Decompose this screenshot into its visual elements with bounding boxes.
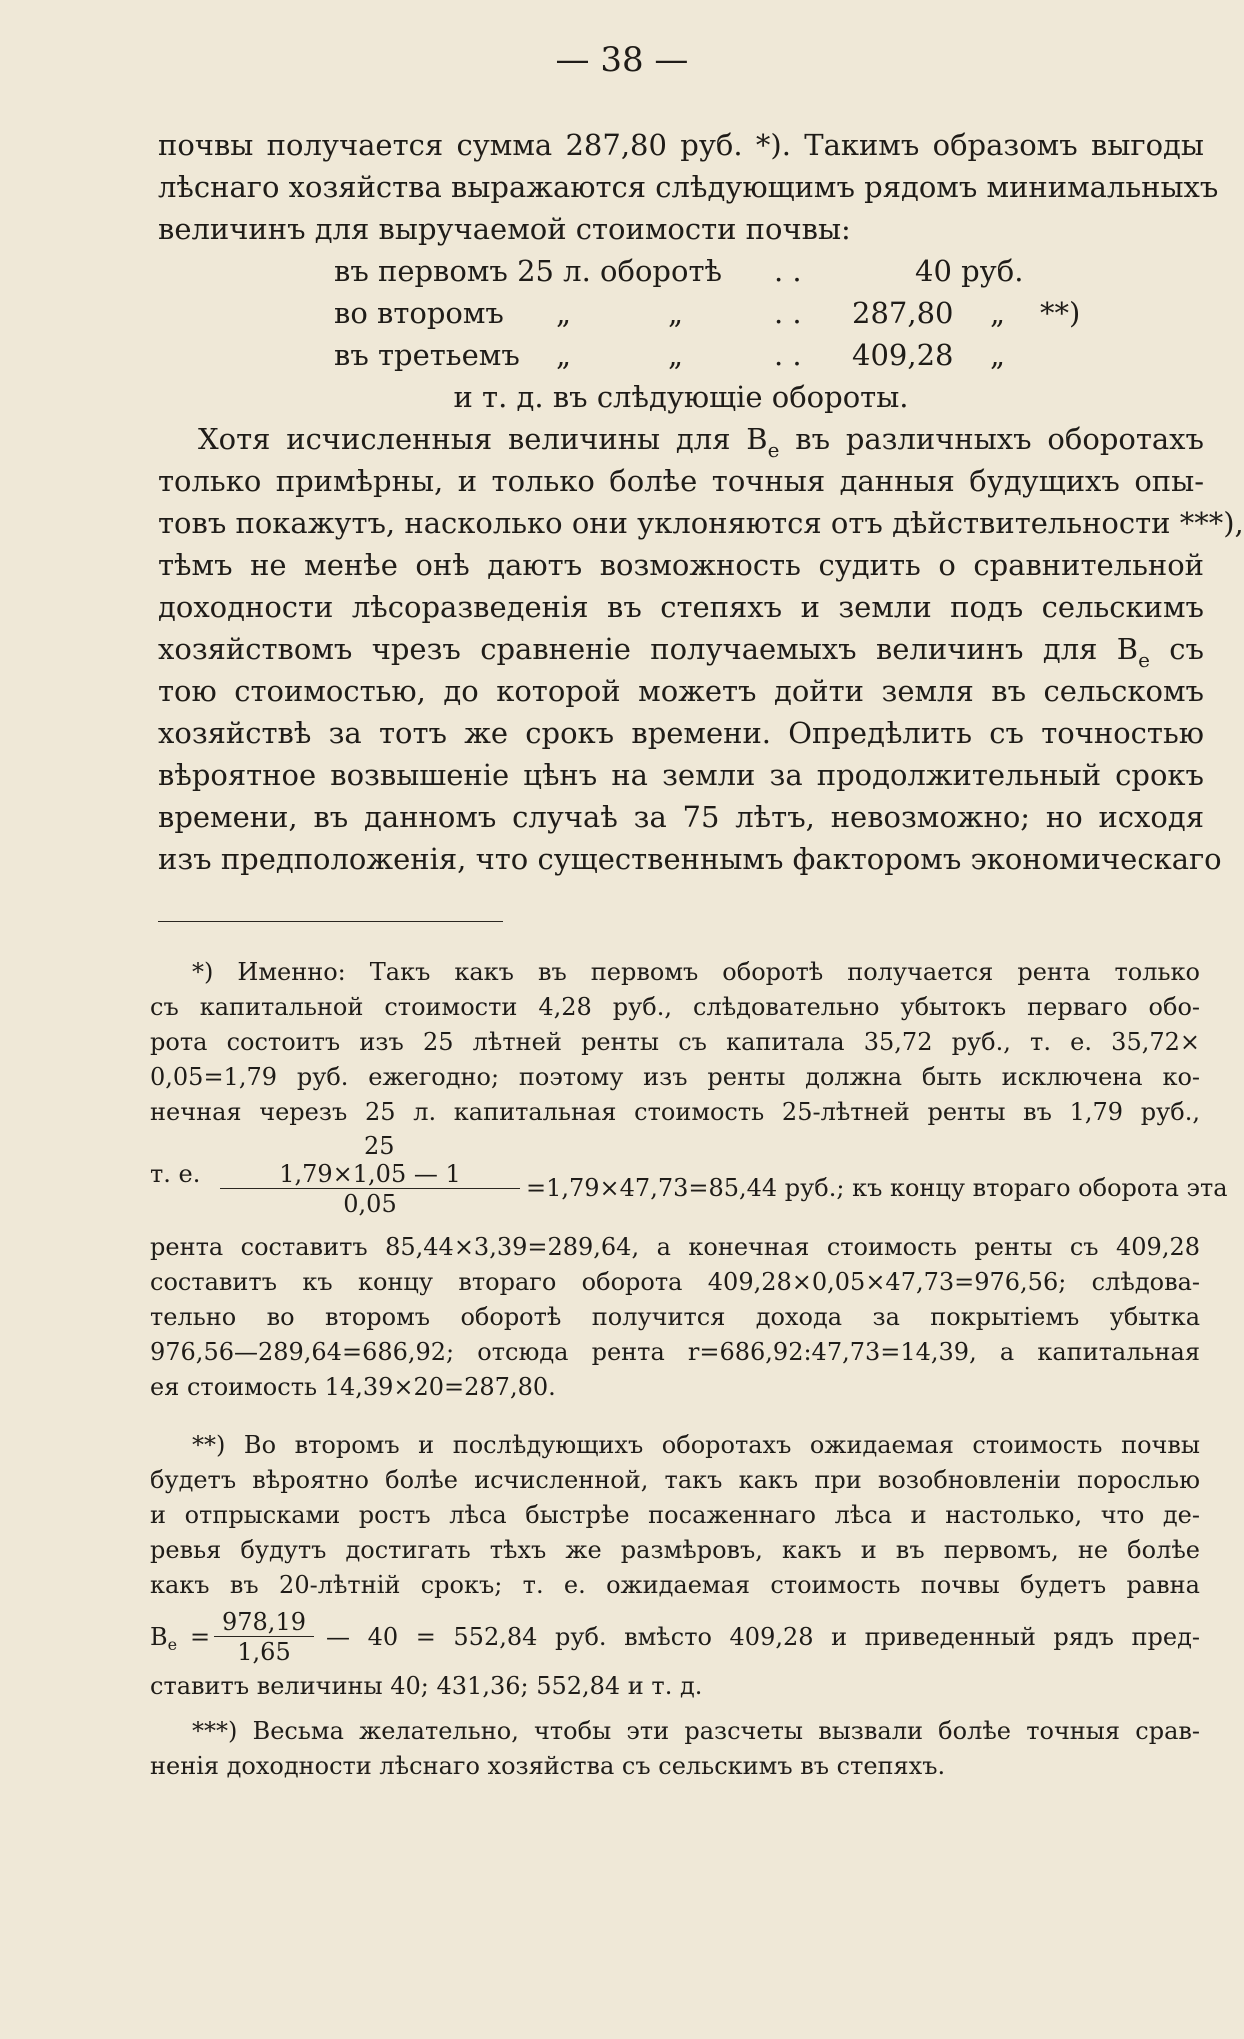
ditto-mark: „ [990, 296, 1006, 330]
footnote-line: и отпрысками ростъ лѣса быстрѣе посаженнаго лѣса и настолько, что де- [150, 1501, 1200, 1529]
footnote-divider [158, 921, 503, 922]
formula-numerator: 978,19 [214, 1608, 314, 1637]
page-number: — 38 — [555, 40, 689, 80]
footnote-line: 0,05=1,79 руб. ежегодно; поэтому изъ ренты должна быть исключена ко- [150, 1063, 1200, 1091]
row-value: 409,28 [852, 338, 954, 372]
formula-numerator: 1,79×1,05 — 1 [220, 1160, 520, 1189]
row-label: въ третьемъ [334, 338, 520, 372]
formula-block [150, 1130, 1228, 1230]
formula-result: =1,79×47,73=85,44 руб.; къ концу втораго оборота эта [526, 1174, 1228, 1202]
text-line: Хотя исчисленныя величины для $B_e$ въ различныхъ оборотахъ [198, 422, 1204, 462]
footnote-line: ревья будутъ достигать тѣхъ же размѣровъ, какъ и въ первомъ, не болѣе [150, 1536, 1200, 1564]
text-line: лѣснаго хозяйства выражаются слѣдующимъ рядомъ минимальныхъ [158, 170, 1219, 204]
footnote-line: тельно во второмъ оборотѣ получится дохода за покрытіемъ убытка [150, 1303, 1200, 1331]
formula-equals: = [190, 1623, 211, 1651]
text-line: хозяйствомъ чрезъ сравненіе получаемыхъ величинъ для $B_e$ съ [158, 632, 1204, 672]
text-line: изъ предположенія, что существеннымъ факторомъ экономическаго [158, 842, 1222, 876]
footnote-line: ***) Весьма желательно, чтобы эти разсчеты вызвали болѣе точныя срав- [192, 1717, 1200, 1745]
footnote-line: 976,56—289,64=686,92; отсюда рента r=686,92:47,73=14,39, а капитальная [150, 1338, 1200, 1366]
footnote-line: будетъ вѣроятно болѣе исчисленной, такъ какъ при возобновленіи порослью [150, 1466, 1200, 1494]
ditto-mark: „ [668, 338, 684, 372]
footnote-line: ненія доходности лѣснаго хозяйства съ сельскимъ въ степяхъ. [150, 1752, 946, 1780]
ditto-mark: „ [668, 296, 684, 330]
row-value: 40 руб. [915, 254, 1024, 288]
text-line: только примѣрны, и только болѣе точныя данныя будущихъ опы- [158, 464, 1204, 498]
formula-denominator: 1,65 [237, 1638, 291, 1666]
formula-block [150, 1603, 1200, 1669]
text-line: величинъ для выручаемой стоимости почвы: [158, 212, 851, 246]
formula-exponent: 25 [364, 1132, 395, 1160]
row-dots: . . [774, 254, 802, 288]
table-etc: и т. д. въ слѣдующіе обороты. [453, 380, 909, 414]
text-line: тѣмъ не менѣе онѣ даютъ возможность судить о сравнительной [158, 548, 1204, 582]
formula-prefix: т. е. [150, 1160, 201, 1188]
footnote-3 [150, 1714, 1200, 1784]
text-line: доходности лѣсоразведенія въ степяхъ и земли подъ сельскимъ [158, 590, 1204, 624]
text-line: тою стоимостью, до которой можетъ дойти земля въ сельскомъ [158, 674, 1204, 708]
footnote-line: рота состоитъ изъ 25 лѣтней ренты съ капитала 35,72 руб., т. е. 35,72× [150, 1028, 1200, 1056]
footnote-line: рента составитъ 85,44×3,39=289,64, а конечная стоимость ренты съ 409,28 [150, 1233, 1200, 1261]
footnote-line: составитъ къ концу втораго оборота 409,28×0,05×47,73=976,56; слѣдова- [150, 1268, 1200, 1296]
footnote-1 [150, 955, 1228, 1405]
ditto-mark: „ [990, 338, 1006, 372]
footnote-2 [150, 1428, 1200, 1704]
footnote-line: съ капитальной стоимости 4,28 руб., слѣдовательно убытокъ перваго обо- [150, 993, 1200, 1021]
formula-lhs: $B_e$ [150, 1623, 178, 1654]
footnote-line: ея стоимость 14,39×20=287,80. [150, 1373, 556, 1401]
row-dots: . . [774, 338, 802, 372]
formula-denominator: 0,05 [343, 1190, 397, 1218]
row-value: 287,80 [852, 296, 954, 330]
text-line: времени, въ данномъ случаѣ за 75 лѣтъ, невозможно; но исходя [158, 800, 1204, 834]
footnote-line: *) Именно: Такъ какъ въ первомъ оборотѣ получается рента только [192, 958, 1200, 986]
ditto-mark: „ [556, 296, 572, 330]
row-dots: . . [774, 296, 802, 330]
row-label: въ первомъ 25 л. оборотѣ [334, 254, 722, 288]
formula-result: — 40 = 552,84 руб. вмѣсто 409,28 и приведенный рядъ пред- [326, 1623, 1200, 1651]
footnote-ref: **) [1040, 296, 1081, 330]
row-label: во второмъ [334, 296, 504, 330]
footnote-line: нечная черезъ 25 л. капитальная стоимость 25-лѣтней ренты въ 1,79 руб., [150, 1098, 1200, 1126]
footnote-line: ставитъ величины 40; 431,36; 552,84 и т. д. [150, 1672, 703, 1700]
footnote-line: какъ въ 20-лѣтній срокъ; т. е. ожидаемая стоимость почвы будетъ равна [150, 1571, 1200, 1599]
ditto-mark: „ [556, 338, 572, 372]
text-line: товъ покажутъ, насколько они уклоняются отъ дѣйствительности ***), [158, 506, 1244, 540]
text-line: хозяйствѣ за тотъ же срокъ времени. Опредѣлить съ точностью [158, 716, 1204, 750]
text-line: вѣроятное возвышеніе цѣнъ на земли за продолжительный срокъ [158, 758, 1204, 792]
main-text-intro [158, 124, 1219, 250]
text-line: почвы получается сумма 287,80 руб. *). Такимъ образомъ выгоды [158, 128, 1204, 162]
footnote-line: **) Во второмъ и послѣдующихъ оборотахъ ожидаемая стоимость почвы [192, 1431, 1200, 1459]
main-paragraph [158, 418, 1244, 880]
